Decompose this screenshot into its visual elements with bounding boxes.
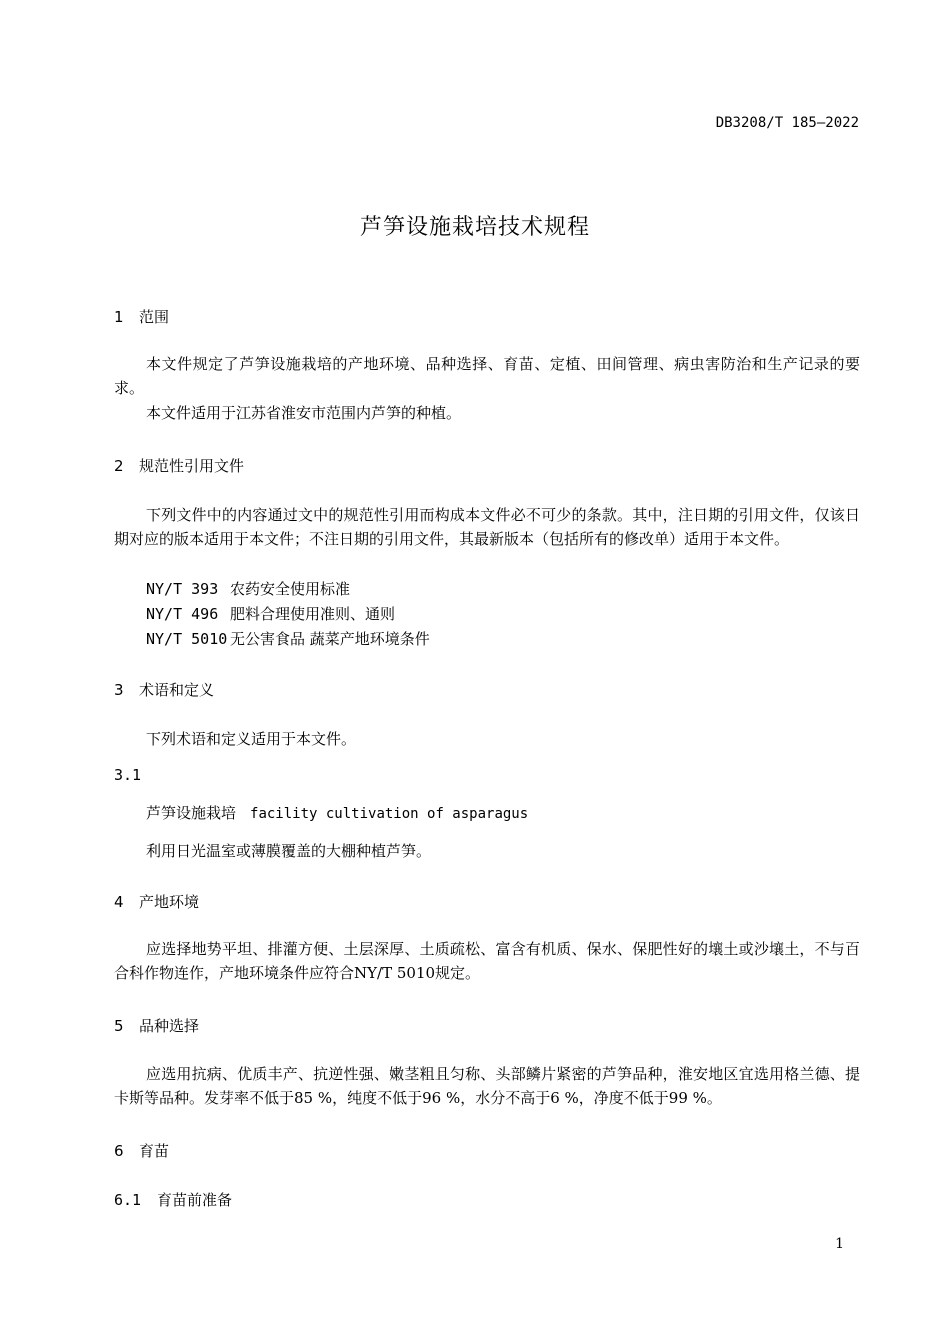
section-title: 术语和定义 [139, 681, 215, 699]
section-number: 1 [114, 308, 124, 326]
section-3-heading [114, 679, 214, 700]
section-title: 品种选择 [139, 1017, 200, 1035]
reference-name: 无公害食品 蔬菜产地环境条件 [230, 630, 430, 648]
section-5-heading [114, 1015, 199, 1036]
reference-code: NY/T 5010 [146, 630, 228, 648]
document-title: 芦笋设施栽培技术规程 [359, 215, 590, 240]
page-number: 1 [835, 1236, 844, 1252]
reference-code: NY/T 496 [146, 605, 219, 623]
section-4-paragraph-1: 应选择地势平坦、排灌方便、土层深厚、土质疏松、富含有机质、保水、保肥性好的壤土或沙壤土，不与百合科作物连作，产地环境条件应符合NY/T 5010规定。 [114, 940, 860, 982]
subsection-6-1-heading [114, 1189, 232, 1210]
reference-item [146, 628, 430, 649]
section-title: 产地环境 [139, 893, 200, 911]
section-number: 6 [114, 1142, 124, 1160]
section-number: 4 [114, 893, 124, 911]
term-english: facility cultivation of asparagus [250, 806, 529, 822]
section-1-paragraph-1: 本文件规定了芦笋设施栽培的产地环境、品种选择、育苗、定植、田间管理、病虫害防治和生产记录的要求。 [114, 355, 860, 397]
reference-code: NY/T 393 [146, 580, 219, 598]
reference-item [146, 578, 350, 599]
term-chinese: 芦笋设施栽培 [146, 804, 237, 822]
term-definition: 利用日光温室或薄膜覆盖的大棚种植芦笋。 [146, 842, 432, 860]
term-number: 3.1 [114, 766, 142, 784]
subsection-title: 育苗前准备 [157, 1191, 233, 1209]
reference-name: 肥料合理使用准则、通则 [230, 605, 396, 623]
section-5-paragraph-1: 应选用抗病、优质丰产、抗逆性强、嫩茎粗且匀称、头部鳞片紧密的芦笋品种，淮安地区宜选用格兰德、提卡斯等品种。发芽率不低于85 %，纯度不低于96 %，水分不高于6 %，净度不低于99 %。 [114, 1065, 860, 1107]
section-number: 5 [114, 1017, 124, 1035]
section-3-paragraph-1: 下列术语和定义适用于本文件。 [146, 730, 357, 748]
section-title: 规范性引用文件 [139, 457, 245, 475]
section-4-heading [114, 891, 199, 912]
section-2-heading [114, 455, 244, 476]
section-1-heading [114, 306, 169, 327]
section-title: 育苗 [139, 1142, 170, 1160]
term-entry [146, 802, 528, 823]
section-title: 范围 [139, 308, 170, 326]
reference-name: 农药安全使用标准 [230, 580, 351, 598]
section-number: 2 [114, 457, 124, 475]
document-code: DB3208/T 185—2022 [715, 115, 859, 131]
section-number: 3 [114, 681, 124, 699]
section-6-heading [114, 1140, 169, 1161]
section-2-paragraph-1: 下列文件中的内容通过文中的规范性引用而构成本文件必不可少的条款。其中，注日期的引用文件，仅该日期对应的版本适用于本文件；不注日期的引用文件，其最新版本（包括所有的修改单）适用于本文件。 [114, 506, 860, 548]
reference-item [146, 603, 395, 624]
subsection-number: 6.1 [114, 1191, 142, 1209]
section-1-paragraph-2: 本文件适用于江苏省淮安市范围内芦笋的种植。 [146, 404, 462, 422]
